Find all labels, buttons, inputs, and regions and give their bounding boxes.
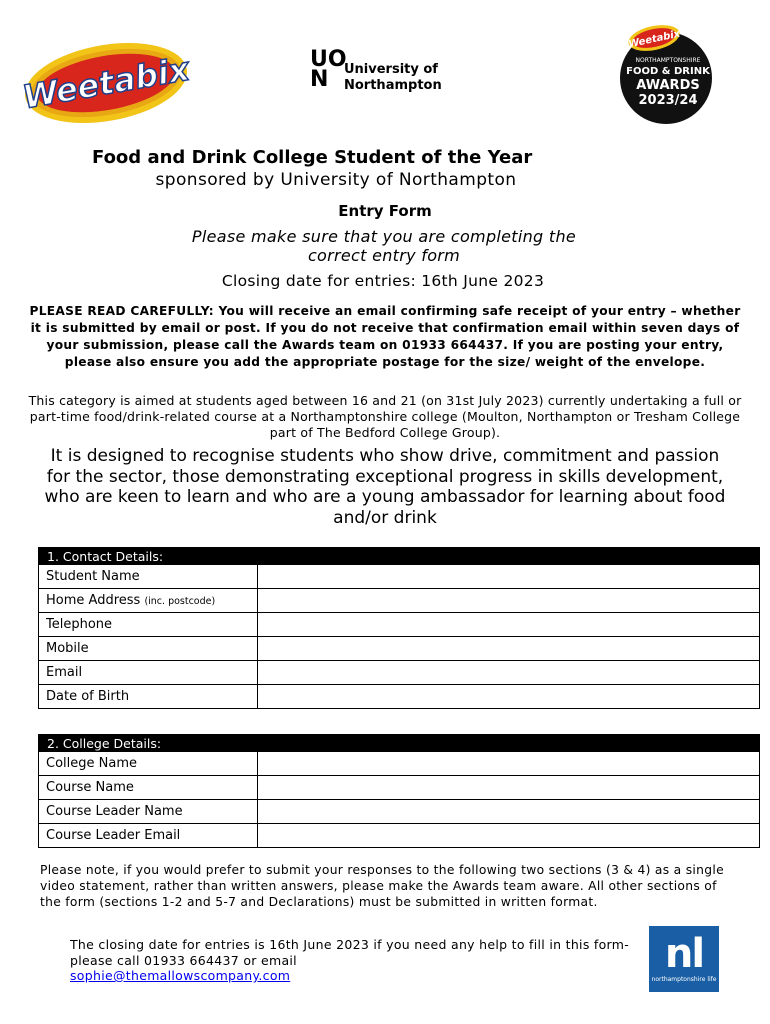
closing-date: Closing date for entries: 16th June 2023 bbox=[221, 272, 545, 290]
college-name-field[interactable] bbox=[258, 752, 760, 776]
table-row bbox=[39, 800, 760, 824]
northamptonshire-life-logo bbox=[649, 926, 719, 992]
designed-statement: It is designed to recognise students who show drive, commitment and passion for the sector, those demonstrating exceptional progress in skills development, who are keen to learn and who are a young ambassador for learning about food and/or drink bbox=[44, 446, 726, 528]
table-row bbox=[39, 589, 760, 613]
weetabix-logo-text: Weetabix bbox=[22, 49, 190, 117]
table-row bbox=[39, 565, 760, 589]
form-title: Entry Form bbox=[338, 202, 432, 220]
email-field[interactable] bbox=[258, 661, 760, 685]
awards-line3: AWARDS bbox=[636, 78, 700, 93]
university-logo bbox=[310, 46, 460, 114]
page-title: Food and Drink College Student of the Year bbox=[92, 147, 533, 168]
awards-line2: FOOD & DRINK bbox=[626, 66, 710, 77]
home-address-label-text: Home Address bbox=[46, 593, 141, 608]
telephone-label: Telephone bbox=[39, 613, 258, 637]
course-name-field[interactable] bbox=[258, 776, 760, 800]
category-description: This category is aimed at students aged between 16 and 21 (on 31st July 2023) currently undertaking a full or part-time food/drink-related course at a Northamptonshire college (Moulton, Northampton or Tresham College part of The Bedford College Group). bbox=[28, 393, 742, 440]
contact-details-heading: 1. Contact Details: bbox=[39, 548, 760, 565]
food-drink-awards-logo bbox=[614, 20, 718, 124]
course-leader-name-field[interactable] bbox=[258, 800, 760, 824]
contact-details-table bbox=[38, 547, 760, 709]
student-name-field[interactable] bbox=[258, 565, 760, 589]
table-row bbox=[39, 776, 760, 800]
course-leader-email-label: Course Leader Email bbox=[39, 824, 258, 848]
course-name-label: Course Name bbox=[39, 776, 258, 800]
email-label: Email bbox=[39, 661, 258, 685]
dob-field[interactable] bbox=[258, 685, 760, 709]
nl-logo-text: nl bbox=[664, 931, 704, 977]
table-row bbox=[39, 824, 760, 848]
awards-brand-text: Weetabix bbox=[627, 28, 682, 51]
table-row bbox=[39, 685, 760, 709]
contact-email-link[interactable]: sophie@themallowscompany.com bbox=[70, 968, 291, 983]
home-address-label bbox=[39, 589, 258, 613]
uon-line1: University of bbox=[344, 62, 438, 77]
college-details-heading: 2. College Details: bbox=[39, 735, 760, 752]
uon-mark: UO N bbox=[310, 47, 347, 92]
awards-line1: NORTHAMPTONSHIRE bbox=[635, 57, 701, 64]
college-name-label: College Name bbox=[39, 752, 258, 776]
table-row bbox=[39, 661, 760, 685]
mobile-label: Mobile bbox=[39, 637, 258, 661]
course-leader-email-field[interactable] bbox=[258, 824, 760, 848]
table-row bbox=[39, 637, 760, 661]
table-row bbox=[39, 752, 760, 776]
home-address-hint: (inc. postcode) bbox=[144, 596, 216, 607]
correct-form-note: Please make sure that you are completing the correct entry form bbox=[191, 227, 577, 265]
home-address-field[interactable] bbox=[258, 589, 760, 613]
student-name-label: Student Name bbox=[39, 565, 258, 589]
help-text-body: The closing date for entries is 16th June 2023 if you need any help to fill in this form- please call 01933 664437 or email bbox=[70, 937, 630, 968]
uon-line2: Northampton bbox=[344, 78, 442, 93]
please-read-notice: PLEASE READ CAREFULLY: You will receive an email confirming safe receipt of your entry – whether it is submitted by email or post. If you do not receive that confirmation email within seven days of your submission, please call the Awards team on 01933 664437. If you are posting your entry, please also ensure you add the appropriate postage for the size/ weight of the envelope. bbox=[29, 304, 741, 369]
awards-line4: 2023/24 bbox=[638, 93, 698, 108]
mobile-field[interactable] bbox=[258, 637, 760, 661]
page-subtitle: sponsored by University of Northampton bbox=[155, 170, 517, 190]
telephone-field[interactable] bbox=[258, 613, 760, 637]
video-statement-note: Please note, if you would prefer to submit your responses to the following two sections (3 & 4) as a single video statement, rather than written answers, please make the Awards team aware. All other sections of the form (sections 1-2 and 5-7 and Declarations) must be submitted in written format. bbox=[40, 863, 724, 909]
table-row bbox=[39, 613, 760, 637]
dob-label: Date of Birth bbox=[39, 685, 258, 709]
course-leader-name-label: Course Leader Name bbox=[39, 800, 258, 824]
help-text bbox=[70, 937, 630, 984]
nl-logo-subtext: northamptonshire life bbox=[651, 976, 717, 983]
weetabix-logo bbox=[22, 42, 190, 124]
college-details-table bbox=[38, 734, 760, 848]
